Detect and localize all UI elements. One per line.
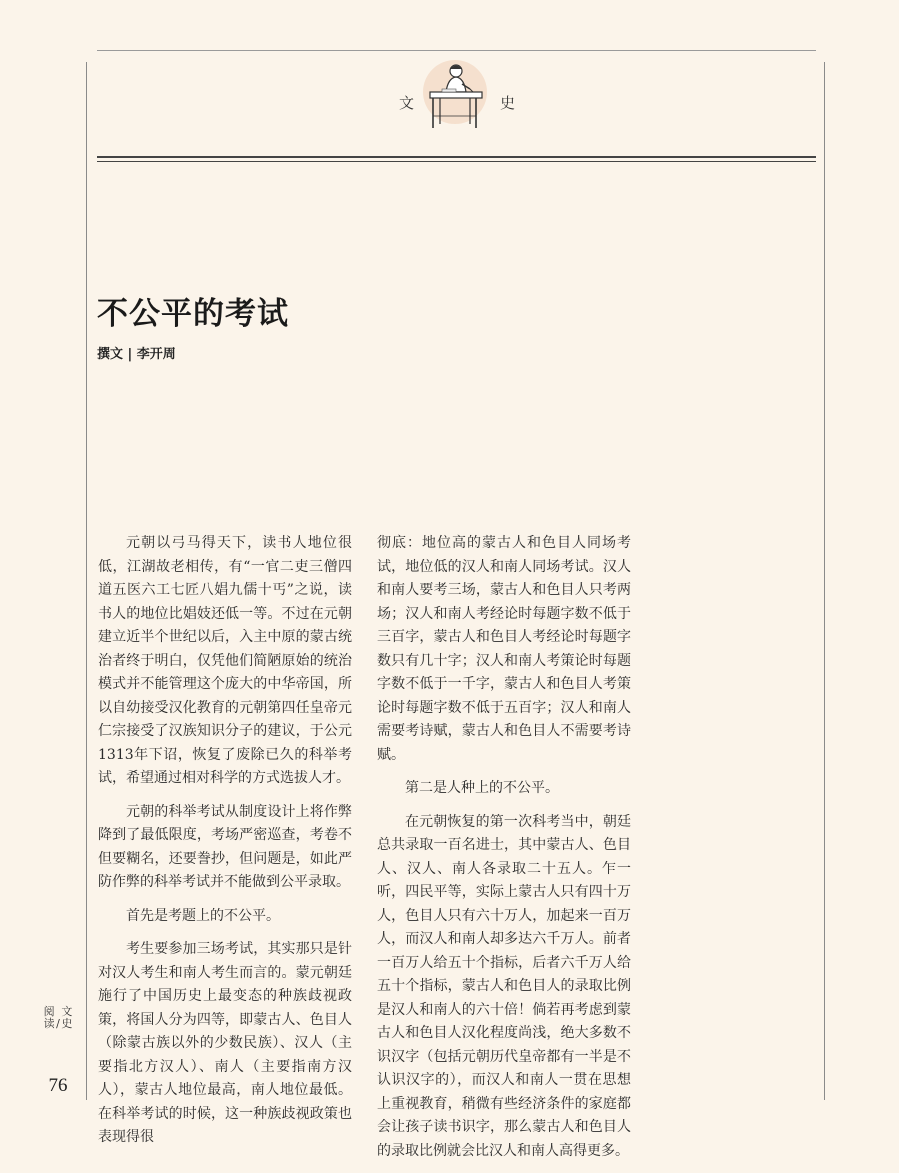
- body-paragraph: 在元朝恢复的第一次科考当中，朝廷总共录取一百名进士，其中蒙古人、色目人、汉人、南人各录取二十五人。乍一听，四民平等，实际上蒙古人只有四十万人，色目人只有六十万人，加起来一百万人，而汉人和南人却多达六千万人。前者一百万人给五十个指标，后者六千万人给五十个指标，蒙古人和色目人的录取比例是汉人和南人的六十倍！倘若再考虑到蒙古人和色目人汉化程度尚浅，绝大多数不识汉字（包括元朝历代皇帝都有一半是不认识汉字的），而汉人和南人一贯在思想上重视教育，稍微有些经济条件的家庭都会让孩子读书识字，那么蒙古人和色目人的录取比例就会比汉人和南人高得更多。: [377, 813, 631, 1159]
- body-column-left: [98, 532, 352, 1160]
- section-label-wen: 文: [399, 94, 415, 112]
- body-paragraph: 第二是人种上的不公平。: [405, 780, 559, 796]
- header-double-rule-thick: [97, 156, 816, 158]
- body-paragraph: 首先是考题上的不公平。: [126, 907, 280, 924]
- top-rule: [97, 50, 816, 51]
- section-label-shi: 史: [500, 94, 516, 112]
- folio-section: 文史: [61, 1005, 73, 1030]
- body-paragraph: 元朝的科举考试从制度设计上将作弊降到了最低限度，考场严密巡查，考卷不但要糊名，还要誊抄，但问题是，如此严防作弊的科举考试并不能做到公平录取。: [98, 803, 352, 890]
- body-paragraph: 考生要参加三场考试，其实那只是针对汉人考生和南人考生而言的。蒙元朝廷施行了中国历史上最变态的种族歧视政策，将国人分为四等，即蒙古人、色目人（除蒙古族以外的少数民族）、汉人（主要指北方汉人）、南人（主要指南方汉人），蒙古人地位最高，南人地位最低。在科举考试的时候，这一种族歧视政策也表现得很: [98, 941, 352, 1145]
- folio-label: [42, 1006, 74, 1031]
- page-number: 76: [48, 1075, 68, 1096]
- article-byline: 撰文 | 李开周: [97, 347, 176, 362]
- header-double-rule-thin: [97, 161, 816, 162]
- frame-right-rule: [824, 62, 825, 1100]
- frame-left-rule: [86, 62, 87, 1100]
- article-title: 不公平的考试: [97, 296, 289, 332]
- body-paragraph: 元朝以弓马得天下，读书人地位很低，江湖故老相传，有“一官二吏三僧四道五医六工七匠八娼九儒十丐”之说，读书人的地位比娼妓还低一等。不过在元朝建立近半个世纪以后，入主中原的蒙古统治者终于明白，仅凭他们简陋原始的统治模式并不能管理这个庞大的中华帝国，所以自幼接受汉化教育的元朝第四任皇帝元仁宗接受了汉族知识分子的建议，于公元1313年下诏，恢复了废除已久的科举考试，希望通过相对科学的方式选拔人才。: [98, 535, 352, 786]
- magazine-label: 阅读: [43, 1005, 55, 1030]
- body-column-right: [377, 532, 631, 1173]
- folio-slash: /: [56, 1017, 60, 1030]
- body-paragraph-continued: 彻底：地位高的蒙古人和色目人同场考试，地位低的汉人和南人同场考试。汉人和南人要考三场，蒙古人和色目人只考两场；汉人和南人考经论时每题字数不低于三百字，蒙古人和色目人考经论时每题字数只有几十字；汉人和南人考策论时每题字数不低于一千字，蒙古人和色目人考策论时每题字数不低于五百字；汉人和南人需要考诗赋，蒙古人和色目人不需要考诗赋。: [377, 535, 631, 763]
- scholar-illustration-icon: [418, 56, 492, 136]
